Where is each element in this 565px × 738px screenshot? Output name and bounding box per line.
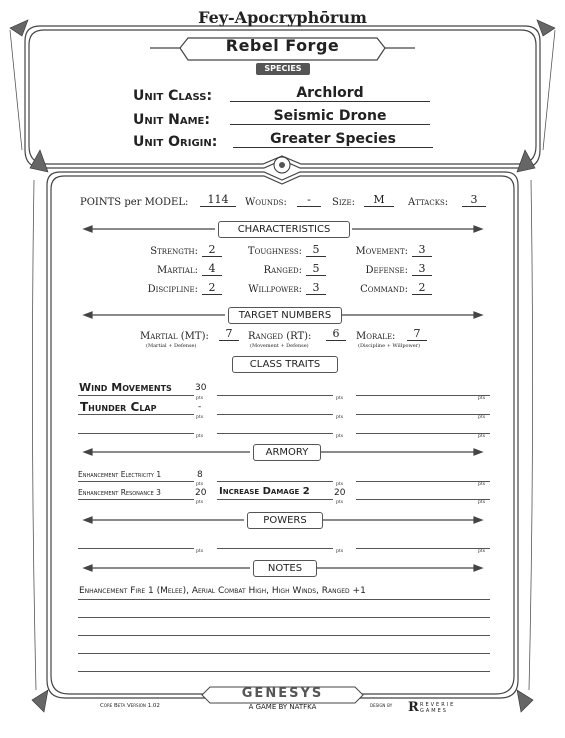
martial-tn-formula: (Martial + Defense) [146,343,197,349]
section-characteristics: CHARACTERISTICS [218,221,350,238]
pts-marker: pts [478,549,485,554]
pts-marker: pts [336,434,343,439]
toughness-value[interactable]: 5 [306,244,326,257]
unit-class-value[interactable]: Archlord [230,85,430,102]
martial-label: Martial: [157,265,198,276]
defense-value[interactable]: 3 [412,263,432,276]
notes-text[interactable]: Enhancement Fire 1 (Melee), Aerial Combat High, High Winds, Ranged +1 [79,586,366,596]
command-label: Command: [360,284,408,295]
wounds-label: Wounds: [245,197,287,208]
strength-value[interactable]: 2 [202,244,222,257]
size-label: Size: [332,197,355,208]
armory-pts-2: 20 [195,488,207,498]
morale-value[interactable]: 7 [407,328,427,341]
willpower-value[interactable]: 3 [306,282,326,295]
trait-pts-1: 30 [195,383,207,393]
points-value[interactable]: 114 [200,194,236,207]
sheet-title: Rebel Forge [225,36,340,55]
martial-value[interactable]: 4 [202,263,222,276]
pts-marker: pts [336,415,343,420]
byline: A GAME BY NATFKA [248,703,317,711]
ranged-label: Ranged: [263,265,302,276]
unit-origin-label: Unit Origin: [133,134,218,150]
unit-name-value[interactable]: Seismic Drone [230,108,430,125]
armory-item-3: Increase Damage 2 [219,486,310,497]
command-value[interactable]: 2 [412,282,432,295]
publisher-name: REVERIE GAMES [420,702,456,714]
pts-marker: pts [196,549,203,554]
points-label: POINTS per MODEL: [80,197,189,208]
morale-formula: (Discipline + Willpower) [358,343,421,349]
section-armory: ARMORY [253,444,321,461]
strength-label: Strength: [150,246,198,257]
size-value[interactable]: M [364,194,394,207]
wounds-value[interactable]: - [297,194,321,207]
toughness-label: Toughness: [247,246,302,257]
ranged-value[interactable]: 5 [306,263,326,276]
trait-name-1: Wind Movements [79,381,172,394]
species-badge: SPECIES [256,63,310,75]
trait-pts-2: - [198,402,202,412]
pts-marker: pts [196,482,203,487]
unit-origin-value[interactable]: Greater Species [233,131,433,148]
armory-pts-1: 8 [197,470,203,480]
pts-marker: pts [336,482,343,487]
pts-marker: pts [478,434,485,439]
unit-name-label: Unit Name: [133,112,210,128]
armory-item-1: Enhancement Electricity 1 [78,470,162,479]
section-class-traits: CLASS TRAITS [232,356,338,373]
movement-value[interactable]: 3 [412,244,432,257]
martial-tn-value[interactable]: 7 [219,328,239,341]
ranged-tn-label: Ranged (RT): [248,331,312,342]
armory-pts-3: 20 [334,488,346,498]
pts-marker: pts [478,415,485,420]
pts-marker: pts [478,500,485,505]
discipline-label: Discipline: [147,284,198,295]
pts-marker: pts [196,396,203,401]
ranged-tn-value[interactable]: 6 [326,328,346,341]
section-notes: NOTES [253,560,317,577]
ranged-tn-formula: (Movement + Defense) [250,343,309,349]
section-target-numbers: TARGET NUMBERS [228,307,342,324]
design-by-label: design by [370,703,393,709]
pts-marker: pts [196,434,203,439]
attacks-value[interactable]: 3 [462,194,486,207]
section-powers: POWERS [247,512,323,529]
pts-marker: pts [336,500,343,505]
genesys-logo: GENESYS [241,686,324,701]
pts-marker: pts [196,500,203,505]
defense-label: Defense: [365,265,408,276]
game-title: Fey-Apocryphōrum [198,8,367,27]
movement-label: Movement: [355,246,408,257]
discipline-value[interactable]: 2 [202,282,222,295]
pts-marker: pts [336,549,343,554]
trait-name-2: Thunder Clap [80,400,157,414]
morale-label: Morale: [356,331,396,342]
willpower-label: Willpower: [248,284,302,295]
pts-marker: pts [196,415,203,420]
version-text: Core Beta Version 1.02 [100,703,160,709]
pts-marker: pts [336,396,343,401]
armory-item-2: Enhancement Resonance 3 [78,488,161,497]
attacks-label: Attacks: [408,197,449,208]
martial-tn-label: Martial (MT): [140,331,209,342]
publisher-logo-icon: R [408,700,419,715]
unit-class-label: Unit Class: [133,88,213,104]
pts-marker: pts [478,482,485,487]
pts-marker: pts [478,396,485,401]
